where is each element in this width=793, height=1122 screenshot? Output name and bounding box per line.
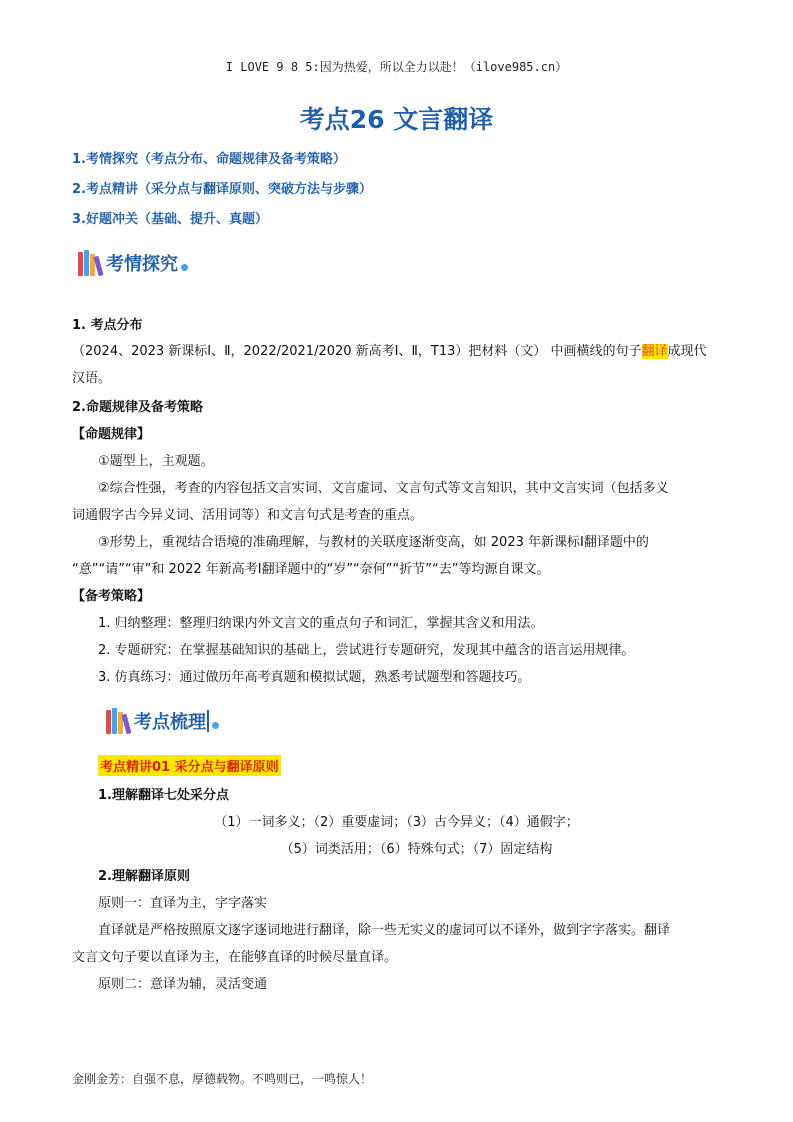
strategy-heading: 【备考策略】 <box>72 589 151 604</box>
toc-item-2: 2.考点精讲（采分点与翻译原则、突破方法与步骤） <box>72 182 372 197</box>
lecture-label: 考点精讲01 采分点与翻译原则 <box>98 755 281 776</box>
dot-icon <box>181 264 188 271</box>
strategy-item: 1. 归纳整理：整理归纳课内外文言文的重点句子和词汇，掌握其含义和用法。 <box>98 616 544 631</box>
strategy-item: 2. 专题研究：在掌握基础知识的基础上，尝试进行专题研究，发现其中蕴含的语言运用规律。 <box>98 643 635 658</box>
principle-2: 原则二：意译为辅，灵活变通 <box>98 977 268 992</box>
rule-item: ①题型上，主观题。 <box>98 454 214 469</box>
strategy-item: 3. 仿真练习：通过做历年高考真题和模拟试题，熟悉考试题型和答题技巧。 <box>98 670 531 685</box>
principle-1: 原则一：直译为主，字字落实 <box>98 896 268 911</box>
toc-item-3: 3.好题冲关（基础、提升、真题） <box>72 212 268 227</box>
page-title: 考点26 文言翻译 <box>299 105 494 134</box>
lecture-heading-2: 2.理解翻译原则 <box>98 869 190 884</box>
page-header: I LOVE 9 8 5:因为热爱，所以全力以赴！（ilove985.cn） <box>225 60 568 74</box>
rules-heading: 【命题规律】 <box>72 427 151 442</box>
highlight-translate: 翻译 <box>641 344 668 359</box>
section-heading-distribution: 1. 考点分布 <box>72 318 143 333</box>
toc-item-1: 1.考情探究（考点分布、命题规律及备考策略） <box>72 152 346 167</box>
principle-1-text-a: 直译就是严格按照原文逐字逐词地进行翻译，除一些无实义的虚词可以不译外，做到字字落实。翻译 <box>98 923 671 938</box>
rule-item: 词通假字古今异义词、活用词等）和文言句式是考查的重点。 <box>72 508 424 523</box>
rule-item: ③形势上，重视结合语境的准确理解，与教材的关联度逐渐变高，如 2023 年新课标Ⅰ翻译题中的 <box>98 535 649 550</box>
rule-item: ②综合性强，考查的内容包括文言实词、文言虚词、文言句式等文言知识，其中文言实词（包括多义 <box>98 481 669 496</box>
banner-title: 考点梳理 <box>134 712 206 733</box>
page-footer: 金刚金芳：自强不息，厚德载物。不鸣则已，一鸣惊人！ <box>72 1072 373 1086</box>
scoring-points-line1: （1）一词多义；（2）重要虚词；（3）古今异义；（4）通假字； <box>214 815 579 830</box>
section-banner-exam-analysis <box>78 246 188 280</box>
section-banner-key-points <box>106 704 219 738</box>
scoring-points-line2: （5）词类活用；（6）特殊句式；（7）固定结构 <box>280 842 553 857</box>
books-icon <box>78 250 102 276</box>
rule-item: “意”“请”“审”和 2022 年新高考Ⅰ翻译题中的“岁”“奈何”“折节”“去”等均源自课文。 <box>72 562 550 577</box>
lecture-heading-1: 1.理解翻译七处采分点 <box>98 788 229 803</box>
distribution-text-line2: 汉语。 <box>72 371 112 386</box>
section-heading-rules: 2.命题规律及备考策略 <box>72 400 203 415</box>
dot-icon <box>212 722 219 729</box>
distribution-text-line1 <box>72 340 707 359</box>
books-icon <box>106 708 130 734</box>
banner-title: 考情探究 <box>106 254 178 275</box>
text-cursor <box>207 710 209 732</box>
distribution-text-post: 成现代 <box>667 344 707 359</box>
principle-1-text-b: 文言文句子要以直译为主，在能够直译的时候尽量直译。 <box>72 950 398 965</box>
distribution-text-pre: （2024、2023 新课标Ⅰ、Ⅱ，2022/2021/2020 新高考Ⅰ、Ⅱ，T13）把材料（文） 中画横线的句子 <box>72 344 642 359</box>
